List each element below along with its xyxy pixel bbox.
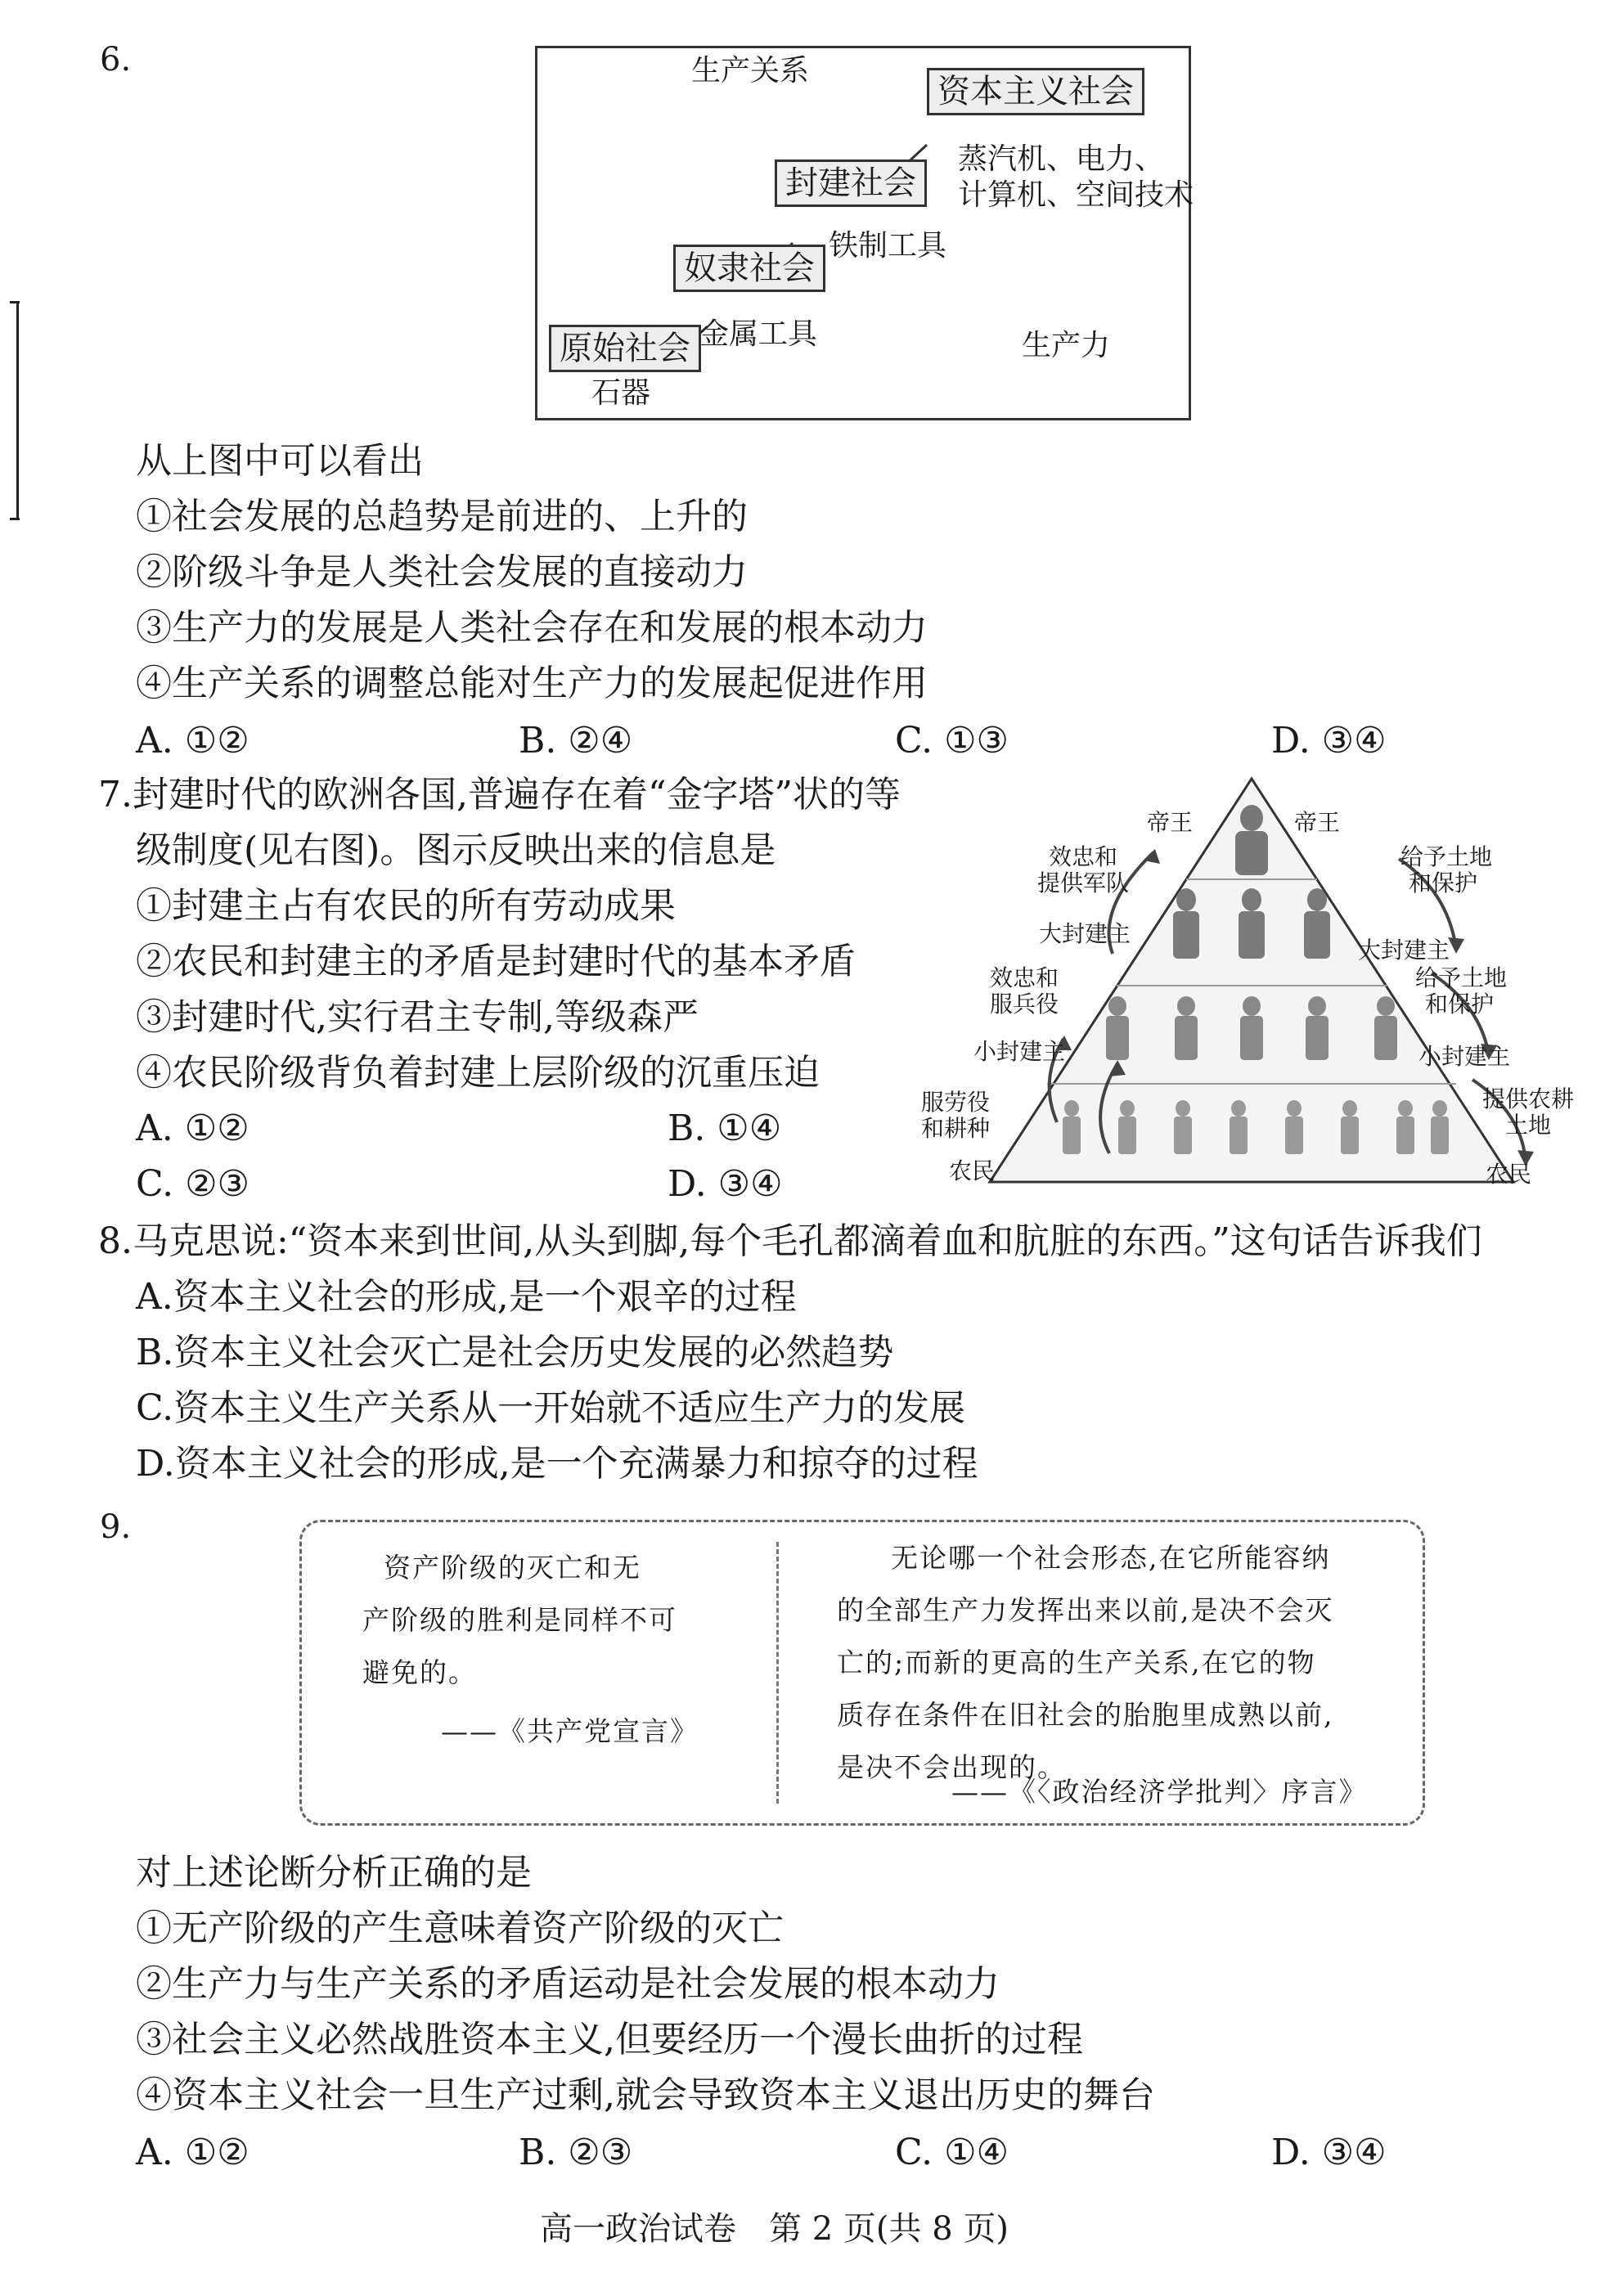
tier-king-left: 帝王 bbox=[1147, 809, 1194, 836]
tier-great-lord-left: 大封建主 bbox=[1039, 920, 1131, 947]
quote-right-line-2: 的全部生产力发挥出来以前,是决不会灭 bbox=[837, 1594, 1334, 1626]
q9-option-c: C. ①④ bbox=[895, 2132, 1009, 2173]
quote-left-line-1: 资产阶级的灭亡和无 bbox=[384, 1552, 641, 1584]
q9-stem: 对上述论断分析正确的是 bbox=[136, 1852, 532, 1894]
q7-option-a: A. ①② bbox=[136, 1108, 250, 1149]
tool-metal: 金属工具 bbox=[699, 317, 818, 351]
q7-option-d: D. ③④ bbox=[668, 1163, 783, 1205]
q8-stem: 8.马克思说:“资本来到世间,从头到脚,每个毛孔都滴着血和肮脏的东西。”这句话告诉我们 bbox=[98, 1220, 1482, 1262]
stage-slave-society: 奴隶社会 bbox=[673, 245, 825, 292]
left-relation-loyalty-service-2: 服兵役 bbox=[990, 991, 1059, 1018]
q7-item-3: ③封建时代,实行君主专制,等级森严 bbox=[136, 996, 699, 1038]
q6-option-d: D. ③④ bbox=[1271, 720, 1387, 762]
q6-item-1: ①社会发展的总趋势是前进的、上升的 bbox=[136, 496, 748, 537]
quote-right-line-3: 亡的;而新的更高的生产关系,在它的物 bbox=[837, 1647, 1316, 1678]
q9-option-d: D. ③④ bbox=[1271, 2132, 1387, 2173]
left-relation-labor-2: 和耕种 bbox=[921, 1115, 991, 1142]
quote-right-line-4: 质存在条件在旧社会的胎胞里成熟以前, bbox=[837, 1699, 1334, 1731]
q8-option-d: D.资本主义社会的形成,是一个充满暴力和掠夺的过程 bbox=[136, 1443, 978, 1485]
stage-capitalist-society: 资本主义社会 bbox=[927, 68, 1144, 115]
right-relation-farmland-2: 土地 bbox=[1505, 1112, 1552, 1139]
q7-item-1: ①封建主占有农民的所有劳动成果 bbox=[136, 885, 676, 927]
tier-king-right: 帝王 bbox=[1294, 809, 1341, 836]
feudal-pyramid-figure bbox=[916, 769, 1587, 1194]
right-relation-land-2: 和保护 bbox=[1409, 869, 1478, 896]
quote-right-source: ——《〈政治经济学批判〉序言》 bbox=[951, 1776, 1368, 1808]
q9-quote-box bbox=[299, 1520, 1425, 1826]
q6-number: 6. bbox=[100, 41, 132, 79]
tool-steam-electricity: 蒸汽机、电力、 bbox=[958, 142, 1165, 176]
stage-primitive-society: 原始社会 bbox=[549, 325, 701, 372]
q7-stem-line2: 级制度(见右图)。图示反映出来的信息是 bbox=[136, 829, 776, 871]
q7-item-2: ②农民和封建主的矛盾是封建时代的基本矛盾 bbox=[136, 941, 856, 982]
tier-great-lord-right: 大封建主 bbox=[1358, 937, 1450, 964]
right-relation-farmland-1: 提供农耕 bbox=[1482, 1085, 1575, 1112]
q8-option-b: B.资本主义社会灭亡是社会历史发展的必然趋势 bbox=[136, 1332, 894, 1373]
right-relation-land-1: 给予土地 bbox=[1400, 843, 1493, 870]
q9-option-b: B. ②③ bbox=[519, 2132, 633, 2173]
q7-item-4: ④农民阶级背负着封建上层阶级的沉重压迫 bbox=[136, 1052, 820, 1094]
q9-item-2: ②生产力与生产关系的矛盾运动是社会发展的根本动力 bbox=[136, 1963, 1000, 2005]
left-relation-loyalty-service-1: 效忠和 bbox=[990, 964, 1059, 991]
q9-item-3: ③社会主义必然战胜资本主义,但要经历一个漫长曲折的过程 bbox=[136, 2019, 1083, 2060]
quote-divider bbox=[776, 1542, 779, 1804]
q9-item-1: ①无产阶级的产生意味着资产阶级的灭亡 bbox=[136, 1907, 784, 1949]
left-relation-loyalty-army-2: 提供军队 bbox=[1037, 869, 1130, 896]
q6-figure bbox=[535, 46, 1194, 420]
quote-right-line-1: 无论哪一个社会形态,在它所能容纳 bbox=[891, 1542, 1331, 1574]
q6-option-c: C. ①③ bbox=[895, 720, 1009, 762]
binding-margin-tick bbox=[10, 518, 20, 520]
q9-number: 9. bbox=[100, 1508, 132, 1546]
tier-small-lord-right: 小封建主 bbox=[1418, 1043, 1511, 1070]
left-relation-labor-1: 服劳役 bbox=[921, 1089, 991, 1116]
quote-right-line-5: 是决不会出现的。 bbox=[837, 1751, 1066, 1783]
binding-margin-tick bbox=[10, 301, 20, 303]
q6-option-a: A. ①② bbox=[136, 720, 250, 762]
q7-option-c: C. ②③ bbox=[136, 1163, 250, 1205]
tool-computer-space: 计算机、空间技术 bbox=[958, 178, 1194, 212]
q6-stem: 从上图中可以看出 bbox=[136, 440, 424, 482]
stage-feudal-society: 封建社会 bbox=[775, 160, 927, 207]
right-relation-land-protect-2: 和保护 bbox=[1425, 991, 1495, 1018]
q6-option-b: B. ②④ bbox=[519, 720, 633, 762]
quote-left-line-2: 产阶级的胜利是同样不可 bbox=[362, 1604, 677, 1636]
q7-option-b: B. ①④ bbox=[668, 1108, 782, 1149]
page-footer: 高一政治试卷 第 2 页(共 8 页) bbox=[540, 2210, 1009, 2248]
productive-forces-axis-label: 生产力 bbox=[1022, 329, 1111, 362]
q8-option-a: A.资本主义社会的形成,是一个艰辛的过程 bbox=[136, 1276, 797, 1318]
binding-margin-line bbox=[16, 301, 19, 520]
right-relation-land-protect-1: 给予土地 bbox=[1415, 964, 1508, 991]
q8-option-c: C.资本主义生产关系从一开始就不适应生产力的发展 bbox=[136, 1387, 966, 1429]
relations-axis-label: 生产关系 bbox=[691, 54, 810, 88]
left-relation-loyalty-army-1: 效忠和 bbox=[1049, 843, 1118, 870]
q9-option-a: A. ①② bbox=[136, 2132, 250, 2173]
tier-peasant-left: 农民 bbox=[949, 1157, 996, 1184]
tier-small-lord-left: 小封建主 bbox=[973, 1038, 1066, 1065]
q7-stem-line1: 7.封建时代的欧洲各国,普遍存在着“金字塔”状的等 bbox=[98, 774, 901, 816]
quote-left-line-3: 避免的。 bbox=[362, 1656, 477, 1688]
tier-peasant-right: 农民 bbox=[1486, 1161, 1532, 1188]
q6-item-3: ③生产力的发展是人类社会存在和发展的根本动力 bbox=[136, 607, 928, 649]
q6-item-2: ②阶级斗争是人类社会发展的直接动力 bbox=[136, 551, 748, 593]
quote-left-source: ——《共产党宣言》 bbox=[441, 1715, 699, 1747]
tool-iron: 铁制工具 bbox=[829, 229, 947, 263]
q6-item-4: ④生产关系的调整总能对生产力的发展起促进作用 bbox=[136, 663, 928, 704]
tool-stone: 石器 bbox=[591, 376, 651, 410]
q9-item-4: ④资本主义社会一旦生产过剩,就会导致资本主义退出历史的舞台 bbox=[136, 2074, 1155, 2116]
